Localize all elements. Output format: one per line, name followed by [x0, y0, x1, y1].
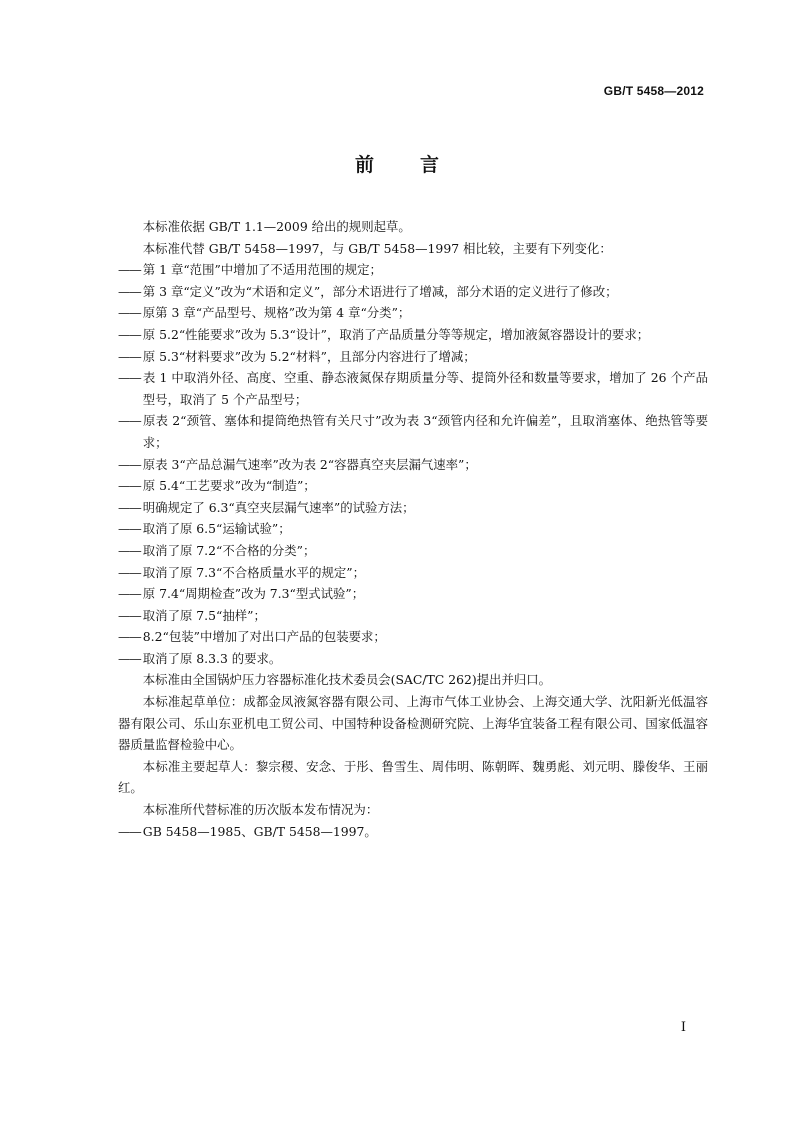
change-text: 取消了原 7.3“不合格质量水平的规定”； — [142, 564, 365, 580]
standard-code: GB/T 5458—2012 — [603, 84, 704, 98]
dash-mark: —— — [118, 370, 141, 386]
change-item — [118, 648, 708, 670]
change-item — [118, 367, 708, 410]
change-item — [118, 454, 708, 476]
change-item — [118, 626, 708, 648]
paragraph-proposer: 本标准由全国锅炉压力容器标准化技术委员会(SAC/TC 262)提出并归口。 — [142, 672, 552, 688]
change-text: 取消了原 6.5“运输试验”； — [142, 521, 291, 537]
dash-mark: —— — [118, 629, 141, 645]
history-item — [118, 821, 708, 843]
paragraph-drafting-units: 本标准起草单位：成都金凤液氮容器有限公司、上海市气体工业协会、上海交通大学、沈阳新光低温容器有限公司、乐山东亚机电工贸公司、中国特种设备检测研究院、上海华宜装备工程有限公司、国家低温容器质量监督检验中心。 — [118, 694, 708, 753]
change-item — [118, 605, 708, 627]
change-text: 第 3 章“定义”改为“术语和定义”，部分术语进行了增减，部分术语的定义进行了修改； — [142, 283, 618, 299]
page-title: 前言 — [354, 154, 485, 176]
change-item — [118, 302, 708, 324]
dash-mark: —— — [118, 413, 141, 429]
dash-mark: —— — [118, 586, 141, 602]
change-text: 表 1 中取消外径、高度、空重、静态液氮保存期质量分等、提筒外径和数量等要求，增加了 26 个产品型号，取消了 5 个产品型号； — [142, 370, 708, 407]
change-text: 取消了原 8.3.3 的要求。 — [142, 650, 282, 666]
change-item — [118, 259, 708, 281]
change-text: 原 7.4“周期检查”改为 7.3“型式试验”； — [142, 586, 365, 602]
dash-mark: —— — [118, 348, 141, 364]
change-text: 原 5.4“工艺要求”改为“制造”； — [142, 478, 316, 494]
change-item — [118, 583, 708, 605]
dash-mark: —— — [118, 823, 141, 839]
change-item — [118, 475, 708, 497]
paragraph-history-intro: 本标准所代替标准的历次版本发布情况为： — [142, 802, 379, 818]
paragraph-replacement: 本标准代替 GB/T 5458—1997，与 GB/T 5458—1997 相比较，主要有下列变化： — [142, 240, 612, 256]
change-item — [118, 281, 708, 303]
dash-mark: —— — [118, 499, 141, 515]
change-text: 明确规定了 6.3“真空夹层漏气速率”的试验方法； — [142, 499, 415, 515]
change-text: 取消了原 7.2“不合格的分类”； — [142, 542, 316, 558]
dash-mark: —— — [118, 650, 141, 666]
change-item — [118, 518, 708, 540]
dash-mark: —— — [118, 262, 141, 278]
page-number: I — [680, 1020, 686, 1035]
change-text: 第 1 章“范围”中增加了不适用范围的规定； — [142, 262, 382, 278]
change-text: 原 5.2“性能要求”改为 5.3“设计”，取消了产品质量分等等规定，增加液氮容器设计的要求； — [142, 326, 650, 342]
paragraph-drafters: 本标准主要起草人：黎宗稷、安念、于彤、鲁雪生、周伟明、陈朝晖、魏勇彪、刘元明、滕俊华、王丽红。 — [118, 758, 708, 796]
change-text: 取消了原 7.5“抽样”； — [142, 607, 266, 623]
foreword-body — [118, 216, 708, 842]
change-text: 8.2“包装”中增加了对出口产品的包装要求； — [142, 629, 386, 645]
dash-mark: —— — [118, 542, 141, 558]
dash-mark: —— — [118, 326, 141, 342]
history-text: GB 5458—1985、GB/T 5458—1997。 — [142, 823, 377, 839]
dash-mark: —— — [118, 456, 141, 472]
dash-mark: —— — [118, 283, 141, 299]
dash-mark: —— — [118, 607, 141, 623]
change-item — [118, 497, 708, 519]
change-text: 原 5.3“材料要求”改为 5.2“材料”，且部分内容进行了增减； — [142, 348, 476, 364]
dash-mark: —— — [118, 564, 141, 580]
change-item — [118, 562, 708, 584]
paragraph-drafting-rule: 本标准依据 GB/T 1.1—2009 给出的规则起草。 — [142, 219, 411, 234]
dash-mark: —— — [118, 521, 141, 537]
changes-list — [118, 259, 708, 669]
dash-mark: —— — [118, 478, 141, 494]
change-item — [118, 540, 708, 562]
dash-mark: —— — [118, 305, 141, 321]
change-item — [118, 324, 708, 346]
change-item — [118, 410, 708, 453]
change-item — [118, 346, 708, 368]
change-text: 原表 2“颈管、塞体和提筒绝热管有关尺寸”改为表 3“颈管内径和允许偏差”，且取消塞体、绝热管等要求； — [142, 413, 708, 450]
change-text: 原表 3“产品总漏气速率”改为表 2“容器真空夹层漏气速率”； — [142, 456, 477, 472]
change-text: 原第 3 章“产品型号、规格”改为第 4 章“分类”； — [142, 305, 411, 321]
